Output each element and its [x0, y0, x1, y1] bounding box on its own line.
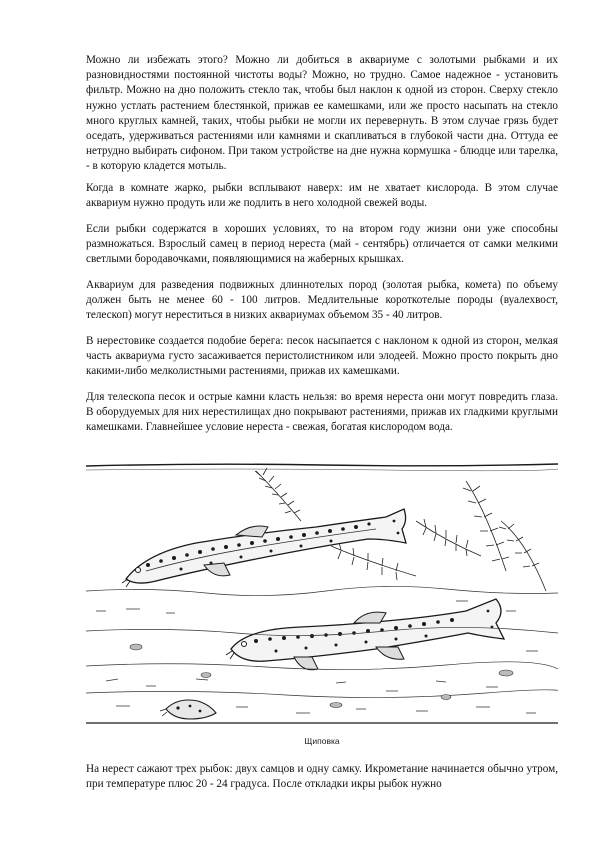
figure-caption: Щиповка: [304, 736, 340, 746]
paragraph-3: Если рыбки содержатся в хороших условиях, то на втором году жизни они уже способны размножаться. Взрослый самец в период нереста (май - сентябрь) отличается от самки мелкими светлыми бородавочками, появляющимися на жаберных крышках.: [86, 223, 558, 266]
paragraph-6: Для телескопа песок и острые камни класть нельзя: во время нереста они могут повредить глаза. В оборудуемых для них нерестилищах дно покрывают растениями, прижав их гладкими круглыми камешками. Главнейшее условие нереста - свежая, богатая кислородом вода.: [86, 391, 558, 434]
loach-fish-illustration-icon: [86, 461, 558, 731]
paragraph-1: Можно ли избежать этого? Можно ли добиться в аквариуме с золотыми рыбками и их разновидностями постоянной чистоты воды? Можно, но трудно. Самое надежное - установить фильтр. Можно на дно положить стекло так, чтобы был наклон к одной из сторон. Сверху стекло нужно устлать растением блестянкой, прижав ее камешками, или же просто насыпать на стекло много круглых камней, таких, чтобы рыбки не могли их перевернуть. В этом случае грязь будет оседать, удерживаться растениями или камнями и скапливаться в глубокой части дна. Оттуда ее нетрудно выбирать сифоном. При таком устройстве на дне нужна кормушка - блюдце или тарелка, - в которую кладется мотыль.: [86, 54, 558, 173]
paragraph-5: В нерестовике создается подобие берега: песок насыпается с наклоном к одной из сторон, мелкая часть аквариума густо засаживается перистолистником или элодеей. Можно просто покрыть дно какими-либо мелколистными растениями, прижав их камешками.: [86, 335, 558, 378]
paragraph-2: Когда в комнате жарко, рыбки всплывают наверх: им не хватает кислорода. В этом случае аквариум нужно продуть или же подлить в него холодной свежей воды.: [86, 182, 558, 210]
paragraph-7: На нерест сажают трех рыбок: двух самцов и одну самку. Икрометание начинается обычно утром, при температуре плюс 20 - 24 градуса. После откладки икры рыбок нужно: [86, 763, 558, 791]
paragraph-4: Аквариум для разведения подвижных длиннотелых пород (золотая рыбка, комета) по объему должен быть не менее 60 - 100 литров. Медлительные короткотелые породы (вуалехвост, телескоп) могут нереститься в низких аквариумах объемом 35 - 40 литров.: [86, 279, 558, 322]
